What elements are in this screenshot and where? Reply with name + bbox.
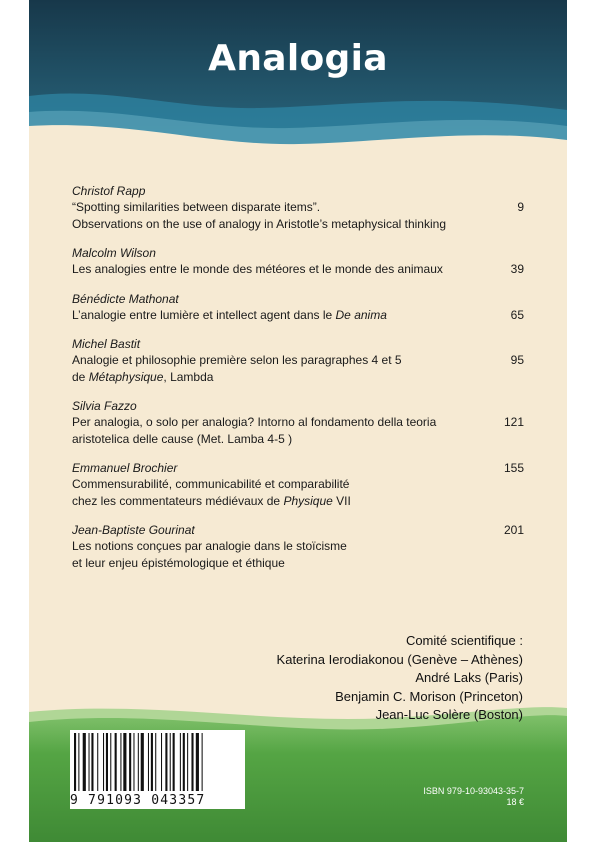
entry-page-number: 121 — [503, 415, 524, 429]
entry-title-line: aristotelica delle cause (Met. Lamba 4-5 ) — [72, 431, 293, 446]
toc-entry — [72, 460, 524, 509]
entry-page-number: 65 — [510, 307, 524, 322]
entry-title-line: “Spotting similarities between disparate items”. — [72, 200, 321, 214]
entry-author: Christof Rapp — [72, 184, 146, 198]
entry-page-number: 9 — [517, 200, 524, 214]
entry-title-line: Observations on the use of analogy in Aristotle’s metaphysical thinking — [72, 216, 446, 231]
toc-entry — [72, 398, 524, 447]
toc-entry — [72, 522, 524, 571]
entry-title-line: de Métaphysique, Lambda — [72, 369, 214, 384]
entry-author: Bénédicte Mathonat — [72, 291, 179, 306]
toc-entry — [72, 291, 524, 324]
entry-title-line: Per analogia, o solo per analogia? Intorno al fondamento della teoria — [72, 415, 437, 429]
price: 18 € — [506, 797, 524, 807]
entry-author: Malcolm Wilson — [72, 246, 156, 260]
entry-title-line: Les analogies entre le monde des météores et le monde des animaux — [72, 262, 443, 276]
isbn-block — [423, 786, 524, 808]
entry-page-number: 155 — [503, 461, 524, 475]
toc-entry — [72, 336, 524, 385]
toc-entry — [72, 245, 524, 278]
entry-page-number: 201 — [503, 523, 524, 537]
entry-author: Michel Bastit — [72, 337, 141, 351]
entry-author: Jean-Baptiste Gourinat — [72, 523, 195, 537]
entry-title-line: et leur enjeu épistémologique et éthique — [72, 555, 285, 570]
entry-page-number: 39 — [510, 262, 524, 276]
committee-heading: Comité scientifique : — [405, 633, 523, 648]
book-back-cover — [29, 0, 567, 842]
entry-author: Silvia Fazzo — [72, 399, 137, 413]
barcode-bars — [70, 730, 245, 794]
committee-member: André Laks (Paris) — [415, 670, 523, 685]
table-of-contents — [72, 183, 524, 584]
barcode-digits: 9 791093 043357 — [70, 793, 206, 808]
isbn-barcode — [70, 730, 245, 809]
entry-title-line: Commensurabilité, communicabilité et comparabilité — [72, 477, 350, 491]
cover-title: Analogia — [208, 38, 388, 79]
committee-member: Katerina Ierodiakonou (Genève – Athènes) — [276, 651, 523, 667]
entry-title-line: chez les commentateurs médiévaux de Physique VII — [72, 493, 351, 508]
entry-page-number: 95 — [510, 353, 524, 367]
committee-member: Jean-Luc Solère (Boston) — [375, 707, 523, 722]
committee-member: Benjamin C. Morison (Princeton) — [335, 688, 523, 704]
entry-title-line: L’analogie entre lumière et intellect agent dans le De anima — [72, 307, 387, 322]
entry-author: Emmanuel Brochier — [72, 461, 178, 475]
entry-title-line: Analogie et philosophie première selon les paragraphes 4 et 5 — [72, 353, 402, 367]
isbn-number: ISBN 979-10-93043-35-7 — [423, 786, 524, 796]
scientific-committee — [277, 632, 523, 725]
toc-entry — [72, 183, 524, 232]
entry-title-line: Les notions conçues par analogie dans le stoïcisme — [72, 539, 347, 553]
